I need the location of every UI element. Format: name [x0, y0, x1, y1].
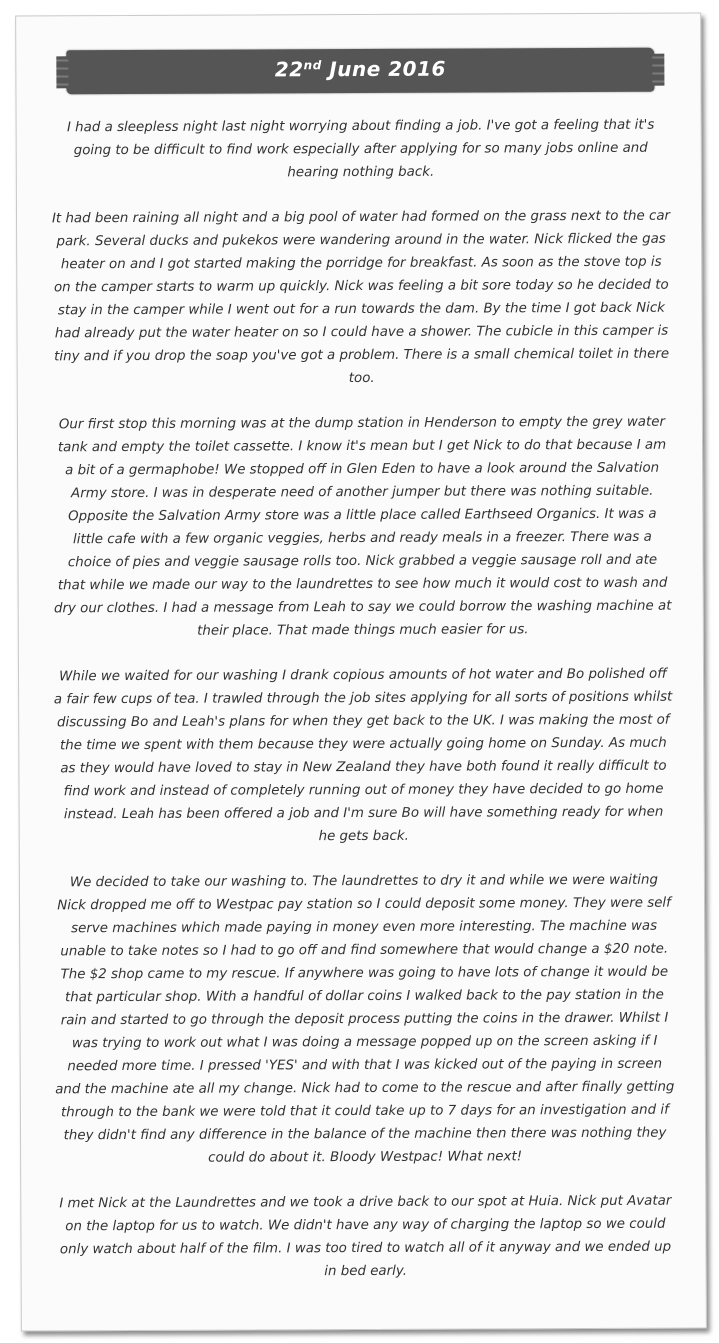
date-day: 22: [274, 57, 304, 82]
paragraph: Our first stop this morning was at the dump station in Henderson to empty the grey water tank and empty the toilet cassette. I know it's mean but I get Nick to do that because I am a bit of a germaphobe! We stopped off in Glen Eden to have a look around the Salvation Army store. I was in desperate need of another jumper but there was nothing suitable. Opposite the Salvation Army store was a little place called Earthseed Organics. It was a little cafe with a few organic veggies, herbs and ready meals in a freezer. There was a choice of pies and veggie sausage rolls too. Nick grabbed a veggie sausage roll and ate that while we made our way to the laundrettes to see how much it would cost to wash and dry our clothes. I had a message from Leah to say we could borrow the washing machine at their place. That made things much easier for us.: [53, 414, 672, 639]
paragraph: I met Nick at the Laundrettes and we took a drive back to our spot at Huia. Nick put Avatar on the laptop for us to watch. We didn't have any way of charging the laptop so we could only watch about half of the film. I was too tired to watch all of it anyway and we ended up in bed early.: [59, 1193, 672, 1280]
paragraph: It had been raining all night and a big pool of water had formed on the grass next to the car park. Several ducks and pukekos were wandering around in the water. Nick flicked the gas heater on and I got started making the porridge for breakfast. As soon as the stove top is on the camper starts to warm up quickly. Nick was feeling a bit sore today so he decided to stay in the camper while I went out for a run towards the dam. By the time I got back Nick had already put the water heater on so I could have a shower. The cubicle in this camper is tiny and if you drop the soap you've got a problem. There is a small chemical toilet in there too.: [51, 208, 671, 387]
entry-date: [66, 56, 654, 83]
paragraph: I had a sleepless night last night worrying about finding a job. I've got a feeling that it's going to be difficult to find work especially after applying for so many jobs online and hearing nothing back.: [66, 117, 655, 181]
journal-page: [15, 13, 707, 1332]
entry-body: [51, 114, 676, 1307]
paragraph: While we waited for our washing I drank copious amounts of hot water and Bo polished off a fair few cups of tea. I trawled through the job sites applying for all sorts of positions whilst discussing Bo and Leah's plans for when they get back to the UK. I was making the most of the time we spent with them because they were actually going home on Sunday. As much as they would have loved to stay in New Zealand they have both found it really difficult to find work and instead of completely running out of money they have decided to go home instead. Leah has been offered a job and I'm sure Bo will have something ready for when he gets back.: [53, 666, 673, 845]
paragraph: We decided to take our washing to. The laundrettes to dry it and while we were waiting Nick dropped me off to Westpac pay station so I could deposit some money. They were self serve machines which made paying in money even more interesting. The machine was unable to take notes so I had to go off and find somewhere that would change a $20 note. The $2 shop came to my rescue. If anywhere was going to have lots of change it would be that particular shop. With a handful of dollar coins I walked back to the pay station in the rain and started to go through the deposit process putting the coins in the drawer. Whilst I was trying to work out what I was doing a message popped up on the screen asking if I needed more time. I pressed 'YES' and with that I was kicked out of the paying in screen and the machine ate all my change. Nick had to come to the rescue and after finally getting through to the bank we were told that it could take up to 7 days for an investigation and if they didn't find any difference in the balance of the machine then there was nothing they could do about it. Bloody Westpac! What next!: [55, 872, 675, 1166]
date-month-year: June 2016: [321, 56, 446, 82]
date-suffix: nd: [303, 58, 322, 73]
date-banner: [66, 48, 654, 95]
